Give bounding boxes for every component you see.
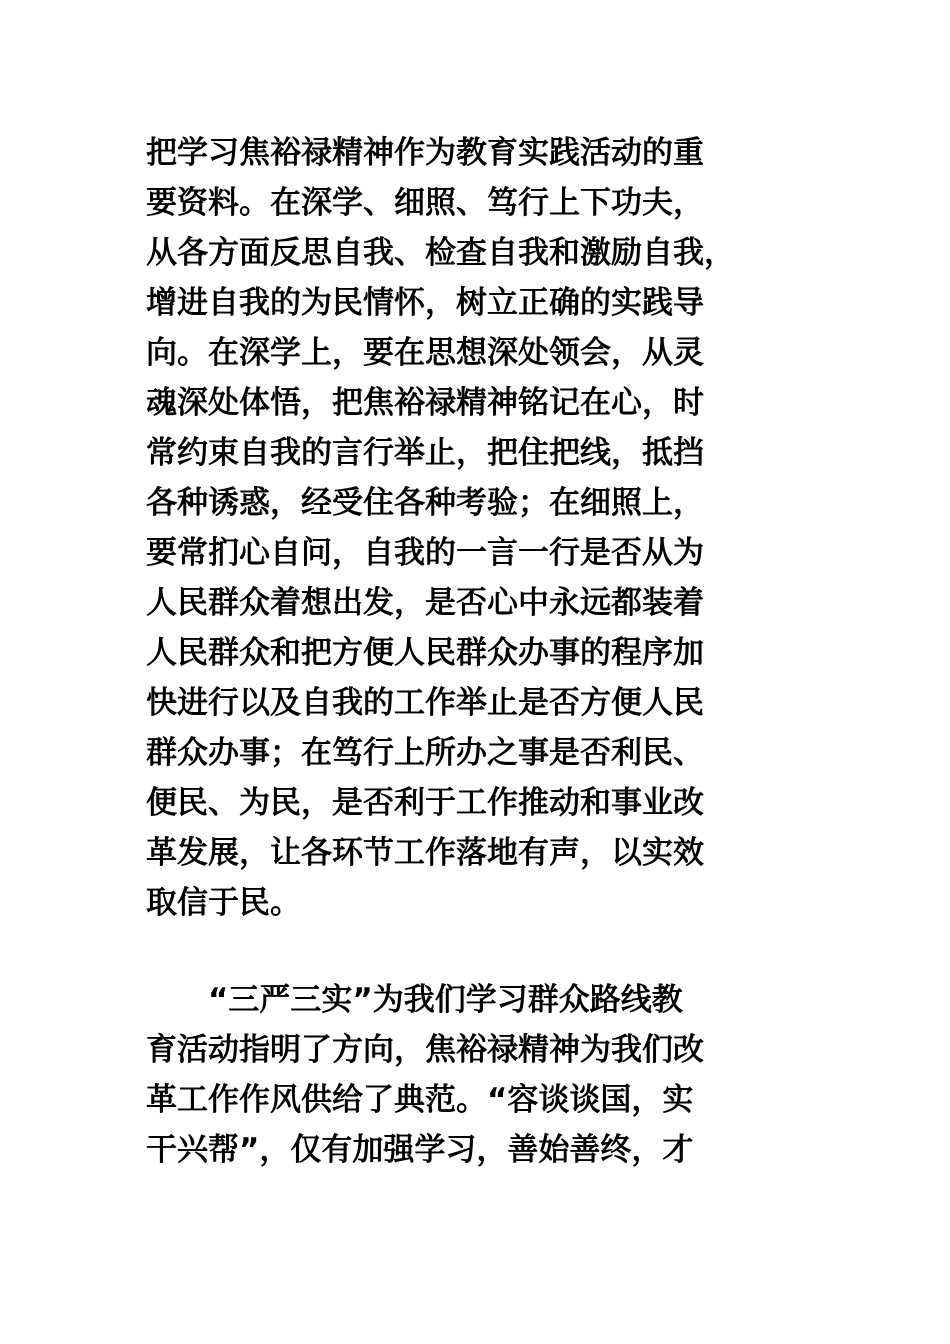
text-line: 便民、为民，是否利于工作推动和事业改	[146, 785, 704, 821]
text-line: 魂深处体悟，把焦裕禄精神铭记在心，时	[146, 385, 704, 421]
text-line: 要资料。在深学、细照、笃行上下功夫，	[146, 185, 704, 221]
text-line: 取信于民。	[146, 885, 301, 921]
text-line: 向。在深学上，要在思想深处领会，从灵	[146, 335, 704, 371]
text-line: 人民群众和把方便人民群众办事的程序加	[146, 635, 704, 671]
text-line: 快进行以及自我的工作举止是否方便人民	[146, 685, 704, 721]
text-line-indented: “三严三实”为我们学习群众路线教	[208, 982, 683, 1018]
paragraph-1	[146, 128, 786, 928]
text-line: 育活动指明了方向，焦裕禄精神为我们改	[146, 1032, 704, 1068]
text-line: 革发展，让各环节工作落地有声，以实效	[146, 835, 704, 871]
text-line: 干兴帮”，仅有加强学习，善始善终，才	[146, 1132, 694, 1168]
text-line: 人民群众着想出发，是否心中永远都装着	[146, 585, 704, 621]
text-line: 增进自我的为民情怀，树立正确的实践导	[146, 285, 704, 321]
text-line: 要常扪心自问，自我的一言一行是否从为	[146, 535, 704, 571]
text-line: 各种诱惑，经受住各种考验；在细照上，	[146, 485, 704, 521]
text-line: 常约束自我的言行举止，把住把线，抵挡	[146, 435, 704, 471]
text-line: 把学习焦裕禄精神作为教育实践活动的重	[146, 135, 704, 171]
text-line: 从各方面反思自我、检查自我和激励自我，	[146, 235, 735, 271]
paragraph-2	[146, 975, 786, 1175]
text-line: 革工作作风供给了典范。“容谈谈国，实	[146, 1082, 694, 1118]
text-line: 群众办事；在笃行上所办之事是否利民、	[146, 735, 704, 771]
